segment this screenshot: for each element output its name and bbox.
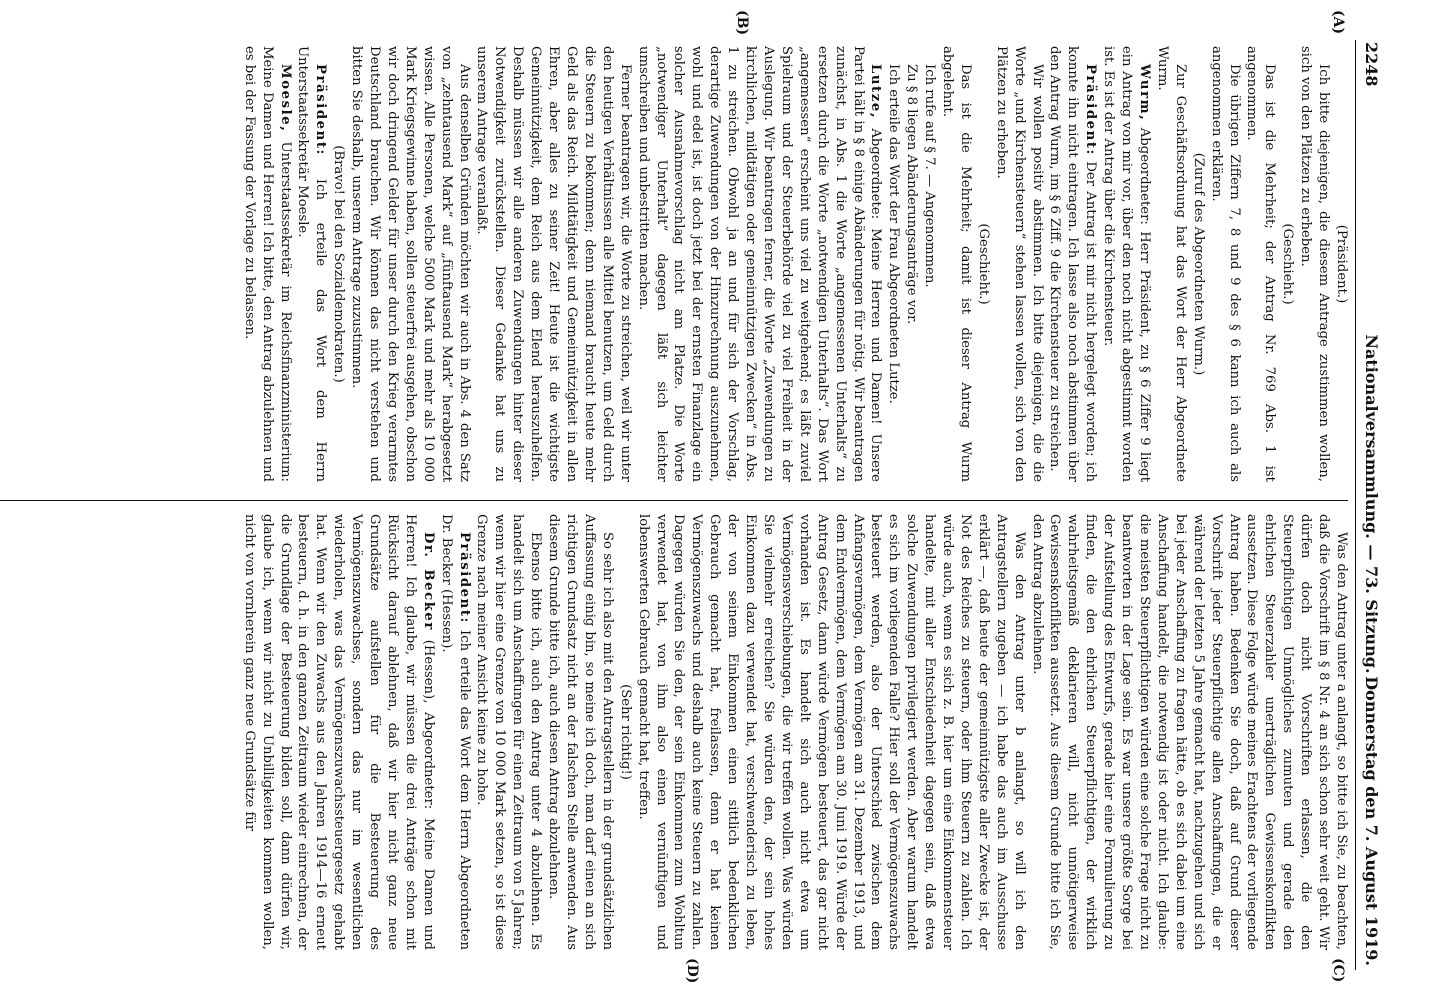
- speech-paragraph: [1099, 46, 1153, 482]
- speech-text: Ich erteile das Wort dem Herrn Unterstaatssekretär Moesle.: [295, 46, 329, 482]
- stage-direction: (Geschieht.): [975, 223, 991, 305]
- paragraph: Ich erteile das Wort der Frau Abgeordneten Lutze.: [886, 64, 902, 404]
- speaker-name: Präsident:: [1083, 64, 1099, 157]
- page-number: 2248: [1362, 42, 1381, 87]
- speaker-continuation: (Präsident.): [1334, 224, 1349, 304]
- speaker-name: Moesle,: [277, 64, 293, 133]
- paragraph: Das ist die Mehrheit; damit ist dieser Antrag Wurm abgelehnt.: [940, 46, 973, 482]
- paragraph: Aus denselben Gründen möchten wir auch in Abs. 4 den Satz von „zehntausend Mark“ auf „fünftausend Mark“ herabgesetzt wissen. Alle Personen, welche 5000 Mark und mehr als 10 000 Mark Kriegsgewinne haben, sollen steuerfrei ausgehen, obschon wir doch dringend Gelder für unser durch den Krieg verarmtes Deutschland brauchen. Wir können das nicht verstehen und bitten Sie deshalb, unserem Antrage zuzustimmen.: [349, 46, 472, 482]
- header-rule: [1355, 40, 1356, 970]
- speaker-name: Lutze,: [868, 64, 884, 120]
- speech-text: (Hessen), Abgeordneter: Meine Damen und Herren! Ich glaube, wir müssen die drei Anträge schon mit Rücksicht darauf ablehnen, daß wir hier nicht ganz neue Grundsätze aufstellen für die Besteuerung des Vermögenszuwachses, sondern das nur im wesentlichen wiederholen, was das Vermögenszuwachssteuergesetz gehabt hat. Wenn wir den Zuwachs aus den Jahren 1914—16 erneut besteuern, d. h. in den ganzen Zeitraum wieder einrechnen, der die Grundlage der Besteuerung bilden soll, dann dürfen wir, glaube ich, wenn wir nicht zu Unbilligkeiten kommen wollen, nicht von vornherein ganz neue Grundsätze für: [241, 514, 436, 950]
- speech-text: Abgeordneter: Herr Präsident, zu § 6 Ziffer 9 liegt ein Antrag von mir vor, über den noch nicht abgestimmt worden ist. Es ist der Antrag über die Kirchensteuer.: [1101, 46, 1153, 482]
- speech-paragraph: [240, 514, 437, 950]
- right-column: [240, 514, 1350, 950]
- paragraph: Das ist die Mehrheit; der Antrag Nr. 769 Abs. 1 ist angenommen.: [1244, 46, 1278, 482]
- speech-paragraph: [437, 514, 473, 950]
- speech-paragraph: [634, 46, 885, 482]
- margin-marker-c: (C): [1330, 958, 1346, 983]
- stage-direction: (Bravo! bei den Sozialdemokraten.): [331, 145, 347, 383]
- margin-marker-d: (D): [684, 958, 700, 984]
- speaker-name: Präsident:: [313, 64, 329, 157]
- paragraph: Ferner beantragen wir, die Worte zu streichen, weil wir unter den heutigen Verhältnissen alle Mittel benutzen, um Geld durch die Steuern zu bekommen; denn niemand braucht heute mehr Geld als das Reich. Mildtätigkeit und Gemeinnützigkeit in allen Ehren, aber alles zu seiner Zeit! Heute ist die wichtigste Gemeinnützigkeit, dem Reich aus dem Elend herauszuhelfen. Deshalb müssen wir alle anderen Zuwendungen hinter dieser Notwendigkeit zurückstellen. Dieser Gedanke hat uns zu unserem Antrage veranlaßt.: [474, 46, 633, 482]
- speech-paragraph: [294, 46, 330, 482]
- page-title: Nationalversammlung. — 73. Sitzung.: [1362, 334, 1381, 674]
- paragraph: Wir wollen positiv abstimmen. Ich bitte diejenigen, die die Worte „und Kirchensteuern“ stehen lassen wollen, sich von den Plätzen zu erheben.: [993, 46, 1045, 482]
- stage-direction: (Sehr richtig!): [617, 684, 633, 780]
- speaker-name: Wurm,: [1137, 64, 1153, 122]
- margin-marker-b: (B): [734, 10, 750, 36]
- paragraph: So sehr ich also mit den Antragstellern in der grundsätzlichen Auffassung einig bin, so meine ich doch, man darf einen an sich richtigen Grundsatz nicht an der falschen Stelle anwenden. Aus diesem Grunde bitte ich, auch diesen Antrag abzulehnen.: [546, 514, 615, 950]
- paragraph: Zu § 8 liegen Abänderungsanträge vor.: [904, 64, 920, 325]
- column-divider: [0, 500, 1348, 501]
- paragraph: Ich rufe auf § 7. — Angenommen.: [922, 64, 938, 288]
- paragraph: Was den Antrag unter a anlangt, so bitte ich Sie, zu beachten, daß die Vorschrift im § 8 Nr. 4 an sich schon sehr weit geht. Wir dürfen doch nicht Vorschriften erlassen, die den Steuerpflichtigen Unmögliches zumuten und gerade den ehrlichen Steuerzahler unerträglichen Gewissenskonflikten aussetzen. Diese Folge würde meines Erachtens der vorliegende Antrag haben. Bedenken Sie doch, daß auf Grund dieser Vorschrift jeder Steuerpflichtige allen Anschaffungen, die er während der letzten 5 Jahre gemacht hat, nachzugehen und sich bei jeder Anschaffung zu fragen hätte, ob es sich dabei um eine Anschaffung handelt, die notwendig ist oder nicht. Ich glaube: die meisten Steuerpflichtigen würden eine solche Frage nicht zu beantworten in der Lage sein. Es war unsere größte Sorge bei der Aufstellung des Entwurfs, gerade hier eine Formulierung zu finden, die den ehrlichen Steuerpflichtigen, der wirklich wahrheitsgemäß deklarieren will, nicht unnötigerweise Gewissenskonflikten aussetzt. Aus diesem Grunde bitte ich Sie, den Antrag abzulehnen.: [1029, 514, 1349, 950]
- speaker-name: Dr. Becker: [420, 532, 436, 631]
- page-date: Donnerstag den 7. August 1919.: [1362, 676, 1381, 966]
- paragraph: Was den Antrag unter b anlangt, so will ich den Antragstellern zugeben — ich habe das auch im Ausschusse erklärt —, daß heute der gemeinnützigste aller Zwecke ist, der Not des Reiches zu steuern, oder ihm Steuern zu zahlen. Ich würde auch, wenn es sich z. B. hier um eine Einkommensteuer handelte, mit aller Entschiedenheit dagegen sein, daß etwa solche Zuwendungen privilegiert werden. Aber warum handelt es sich im vorliegenden Falle? Hier soll der Vermögenszuwachs besteuert werden, also der Unterschied zwischen dem Anfangsvermögen, dem Vermögen am 31. Dezember 1913, und dem Endvermögen, dem Vermögen am 30. Juni 1919. Würde der Antrag Gesetz, dann würde Vermögen besteuert, das gar nicht vorhanden ist. Es handelt sich auch nicht etwa um Vermögensverschiebungen, die wir treffen wollen. Was würden Sie vielmehr erreichen? Sie würden den, der sein hohes Einkommen dazu verwendet hat, verschwenderisch zu leben, der von seinem Einkommen einen sittlich bedenklichen Gebrauch gemacht hat, freilassen, denn er hat keinen Vermögenszuwachs und deshalb auch keine Steuern zu zahlen. Dagegen würden Sie den, der sein Einkommen zum Wohltun verwendet hat, von ihm also einen vernünftigen und lobenswerten Gebrauch gemacht hat, treffen.: [635, 514, 1027, 950]
- paragraph: Die übrigen Ziffern 7, 8 und 9 des § 6 kann ich auch als angenommen erklären.: [1208, 46, 1242, 482]
- speech-text: Ich erteile das Wort dem Herrn Abgeordneten Dr. Becker (Hessen).: [438, 514, 472, 950]
- page-header: [1356, 42, 1384, 966]
- speech-paragraph: [240, 46, 294, 482]
- speech-text: Der Antrag ist mir nicht hergelegt worden; ich konnte ihn nicht eintragen. Ich lasse also noch abstimmen über den Antrag Wurm, im § 6 Ziff. 9 die Kirchensteuer zu streichen.: [1047, 46, 1099, 482]
- stage-direction: (Geschieht.): [1280, 223, 1296, 305]
- speech-paragraph: [1046, 46, 1100, 482]
- paragraph: Ebenso bitte ich, auch den Antrag unter 4 abzulehnen. Es handelt sich um Anschaffungen für einen Zeitraum von 5 Jahren; wenn wir hier eine Grenze von 10 000 Mark setzen, so ist diese Grenze nach meiner Ansicht keine zu hohe.: [474, 514, 544, 950]
- speech-text: Abgeordnete: Meine Herren und Damen! Unsere Partei hält in § 8 einige Abänderungen für nötig. Wir beantragen zunächst, in Abs. 1 die Worte „angemessenen Unterhalts“ zu ersetzen durch die Worte „notwendigen Unterhalts“. Das Wort „angemessen“ erscheint uns viel zu weitgehend; es läßt zuviel Spielraum und der Steuerbehörde viel zu viel Freiheit in der Auslegung. Wir beantragen ferner, die Worte „Zuwendungen zu kirchlichen, mildtätigen oder gemeinnützigen Zwecken“ in Abs. 1 zu streichen. Obwohl ja an und für sich der Vorschlag, derartige Zuwendungen von der Hinzurechnung auszunehmen, wohl und edel ist, ist doch jetzt bei der ernsten Finanzlage ein solcher Ausnahmevorschlag nicht am Platze. Die Worte „notwendiger Unterhalt“ dagegen läßt sich leichter umschreiben und unbestritten machen.: [635, 46, 884, 482]
- left-column: [240, 46, 1350, 482]
- speech-text: Unterstaatssekretär im Reichsfinanzministerium: Meine Damen und Herren! Ich bitte, den Antrag abzulehnen und es bei der Fassung der Vorlage zu belassen.: [241, 46, 293, 482]
- paragraph: Zur Geschäftsordnung hat das Wort der Herr Abgeordnete Wurm.: [1154, 46, 1188, 482]
- stage-direction: (Zuruf des Abgeordneten Wurm.): [1190, 152, 1206, 376]
- speaker-name: Präsident:: [456, 532, 472, 625]
- margin-marker-a: (A): [1330, 10, 1346, 35]
- paragraph: Ich bitte diejenigen, die diesem Antrage zustimmen wollen, sich von den Plätzen zu erheben.: [1298, 46, 1332, 482]
